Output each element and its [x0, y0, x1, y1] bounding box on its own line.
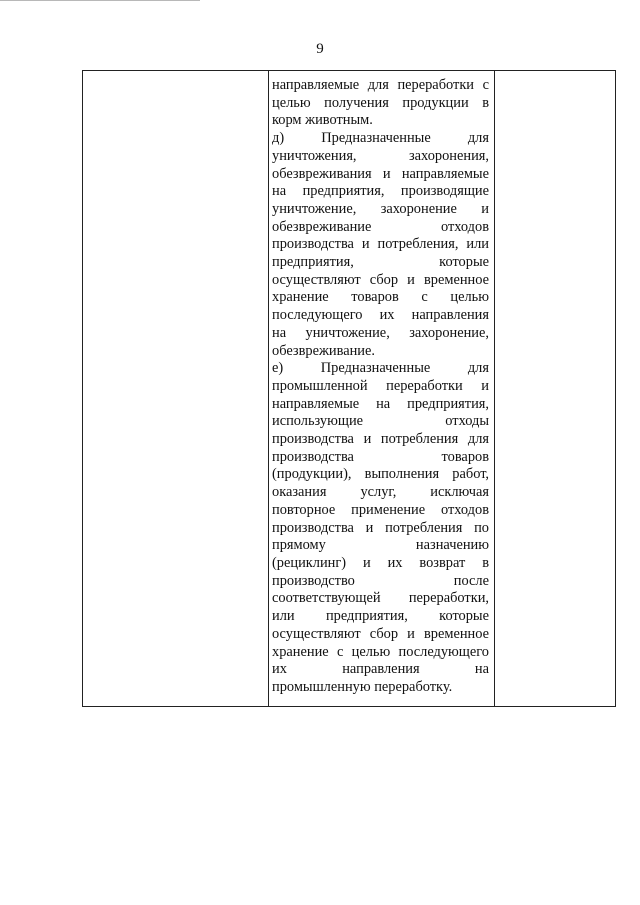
- document-table: [82, 70, 616, 707]
- text-line: предприятия, которые: [272, 254, 489, 271]
- text-line: направляемые на предприятия,: [272, 395, 489, 412]
- text-line: направляемые для переработки с: [272, 77, 489, 93]
- text-line: на уничтожение, захоронение,: [272, 324, 489, 341]
- text-line: производства и потребления для: [272, 431, 489, 448]
- table-cell-left: [83, 71, 269, 706]
- text-line: оказания услуг, исключая: [272, 484, 489, 501]
- text-line: производства и потребления, или: [272, 236, 489, 253]
- text-line: корм животным.: [272, 112, 373, 129]
- text-line: осуществляют сбор и временное: [272, 625, 489, 642]
- text-line: обезвреживания и направляемые: [272, 165, 489, 182]
- text-line: уничтожение, захоронение и: [272, 200, 489, 217]
- text-line: производства и потребления по: [272, 519, 489, 536]
- text-line: обезвреживание отходов: [272, 218, 489, 235]
- text-line: (продукции), выполнения работ,: [272, 466, 489, 483]
- text-line: производство после: [272, 572, 489, 589]
- text-line: целью получения продукции в: [272, 94, 489, 111]
- text-line: промышленную переработку.: [272, 678, 453, 695]
- middle-cell-text: [272, 77, 489, 697]
- text-line: повторное применение отходов: [272, 501, 489, 518]
- text-line: осуществляют сбор и временное: [272, 271, 489, 288]
- scan-edge-line: [0, 0, 200, 2]
- text-line: д) Предназначенные для: [272, 130, 489, 147]
- text-line: обезвреживание.: [272, 342, 375, 359]
- text-line: соответствующей переработки,: [272, 590, 489, 607]
- page-number: 9: [316, 41, 324, 57]
- text-line: последующего их направления: [272, 307, 489, 324]
- text-line: прямому назначению: [272, 537, 489, 554]
- text-line: уничтожения, захоронения,: [272, 147, 489, 164]
- text-line: или предприятия, которые: [272, 608, 489, 625]
- text-line: хранение товаров с целью: [272, 289, 489, 306]
- table-cell-right: [495, 71, 615, 706]
- text-line: их направления на: [272, 661, 489, 678]
- text-line: на предприятия, производящие: [272, 183, 489, 200]
- text-line: хранение с целью последующего: [272, 643, 489, 660]
- text-line: е) Предназначенные для: [272, 360, 489, 377]
- text-line: производства товаров: [272, 448, 489, 465]
- text-line: использующие отходы: [272, 413, 489, 430]
- table-cell-middle: [269, 71, 495, 706]
- text-line: промышленной переработки и: [272, 377, 489, 394]
- text-line: (рециклинг) и их возврат в: [272, 554, 489, 571]
